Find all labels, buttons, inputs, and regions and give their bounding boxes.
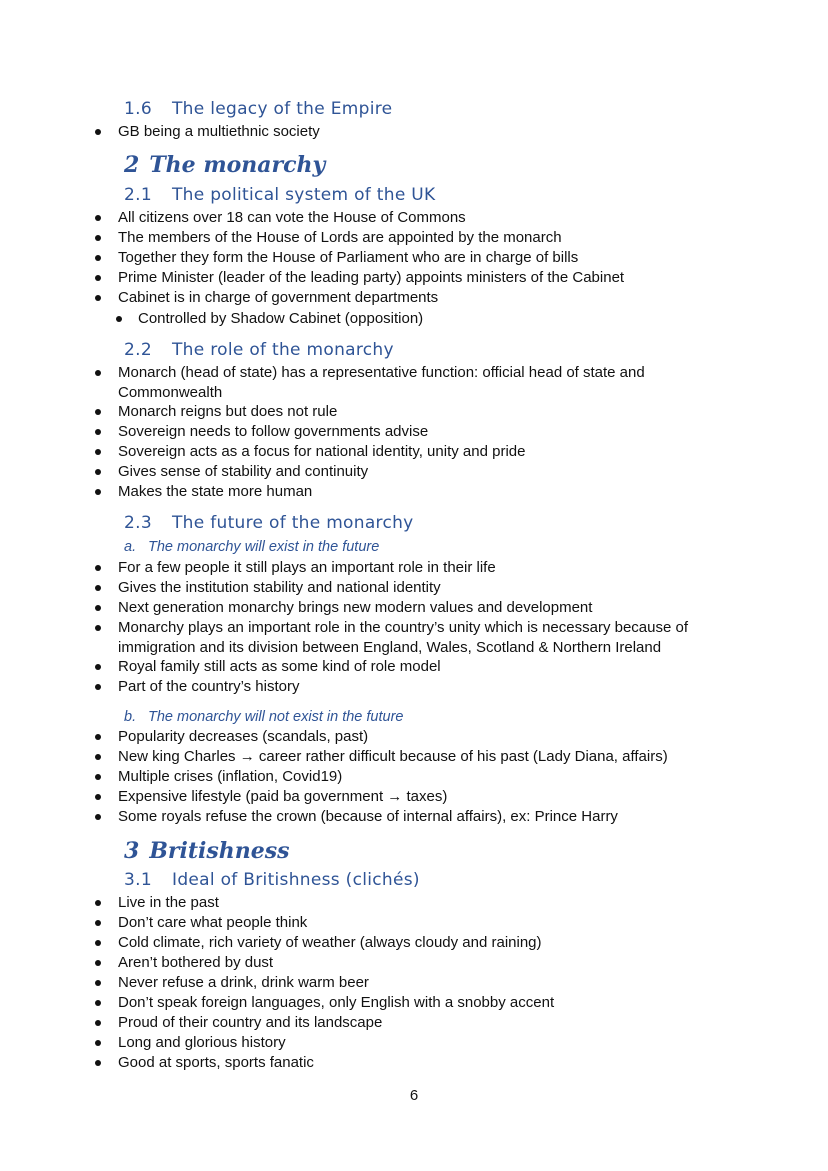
- heading-1-6: [124, 99, 392, 119]
- heading-number: 3: [124, 838, 140, 864]
- list-item: Monarch (head of state) has a representative function: official head of state and Commonwealth: [118, 363, 714, 403]
- list-item: Don’t speak foreign languages, only English with a snobby accent: [118, 993, 718, 1013]
- subheading-text: The monarchy will not exist in the future: [148, 709, 404, 725]
- heading-text: The monarchy: [149, 152, 326, 178]
- list-item: Popularity decreases (scandals, past): [118, 727, 718, 747]
- heading-text: The role of the monarchy: [172, 340, 394, 360]
- heading-text: Britishness: [149, 838, 290, 864]
- page-number: 6: [409, 1087, 419, 1104]
- list-item: Monarchy plays an important role in the country’s unity which is necessary because of immigration and its division between England, Wales, Scotland & Northern Ireland: [118, 618, 714, 658]
- list-item: GB being a multiethnic society: [118, 122, 718, 142]
- subheading-text: The monarchy will exist in the future: [148, 539, 380, 555]
- list-item: Cabinet is in charge of government departments: [118, 288, 718, 308]
- sub-list-item: Controlled by Shadow Cabinet (opposition): [138, 309, 738, 329]
- list-item: Expensive lifestyle (paid ba government → taxes): [118, 787, 718, 807]
- list-item: Good at sports, sports fanatic: [118, 1053, 718, 1073]
- list-item: Sovereign acts as a focus for national identity, unity and pride: [118, 442, 718, 462]
- list-item: All citizens over 18 can vote the House of Commons: [118, 208, 718, 228]
- heading-2-1: [124, 185, 436, 205]
- heading-text: The legacy of the Empire: [172, 99, 393, 119]
- heading-2-3: [124, 513, 414, 533]
- heading-3-1: [124, 870, 420, 890]
- heading-3: [124, 838, 290, 864]
- list-item: Makes the state more human: [118, 482, 718, 502]
- list-item: Part of the country’s history: [118, 677, 718, 697]
- list-item: Next generation monarchy brings new modern values and development: [118, 598, 718, 618]
- heading-number: 2.1: [124, 185, 152, 205]
- list-item: Prime Minister (leader of the leading party) appoints ministers of the Cabinet: [118, 268, 718, 288]
- list-item: Multiple crises (inflation, Covid19): [118, 767, 718, 787]
- heading-text: The future of the monarchy: [172, 513, 414, 533]
- subheading-marker: a.: [124, 539, 137, 555]
- heading-text: The political system of the UK: [172, 185, 436, 205]
- list-item: Some royals refuse the crown (because of internal affairs), ex: Prince Harry: [118, 807, 718, 827]
- heading-number: 2.2: [124, 340, 152, 360]
- list-item: Gives the institution stability and national identity: [118, 578, 718, 598]
- list-item: Aren’t bothered by dust: [118, 953, 718, 973]
- list-item: Long and glorious history: [118, 1033, 718, 1053]
- subheading-b: [124, 709, 403, 725]
- heading-2: [124, 152, 325, 178]
- list-item: Monarch reigns but does not rule: [118, 402, 718, 422]
- list-item: Live in the past: [118, 893, 718, 913]
- list-item: Royal family still acts as some kind of role model: [118, 657, 718, 677]
- list-item: The members of the House of Lords are appointed by the monarch: [118, 228, 718, 248]
- list-item: Cold climate, rich variety of weather (always cloudy and raining): [118, 933, 718, 953]
- list-item: Never refuse a drink, drink warm beer: [118, 973, 718, 993]
- subheading-a: [124, 539, 379, 555]
- heading-number: 1.6: [124, 99, 152, 119]
- list-item: New king Charles → career rather difficult because of his past (Lady Diana, affairs): [118, 747, 718, 767]
- subheading-marker: b.: [124, 709, 137, 725]
- list-item: Sovereign needs to follow governments advise: [118, 422, 718, 442]
- heading-text: Ideal of Britishness (clichés): [172, 870, 420, 890]
- list-item: Proud of their country and its landscape: [118, 1013, 718, 1033]
- list-item: Don’t care what people think: [118, 913, 718, 933]
- heading-2-2: [124, 340, 394, 360]
- list-item: Gives sense of stability and continuity: [118, 462, 718, 482]
- list-item: Together they form the House of Parliament who are in charge of bills: [118, 248, 718, 268]
- heading-number: 3.1: [124, 870, 152, 890]
- heading-number: 2.3: [124, 513, 152, 533]
- heading-number: 2: [124, 152, 140, 178]
- list-item: For a few people it still plays an important role in their life: [118, 558, 718, 578]
